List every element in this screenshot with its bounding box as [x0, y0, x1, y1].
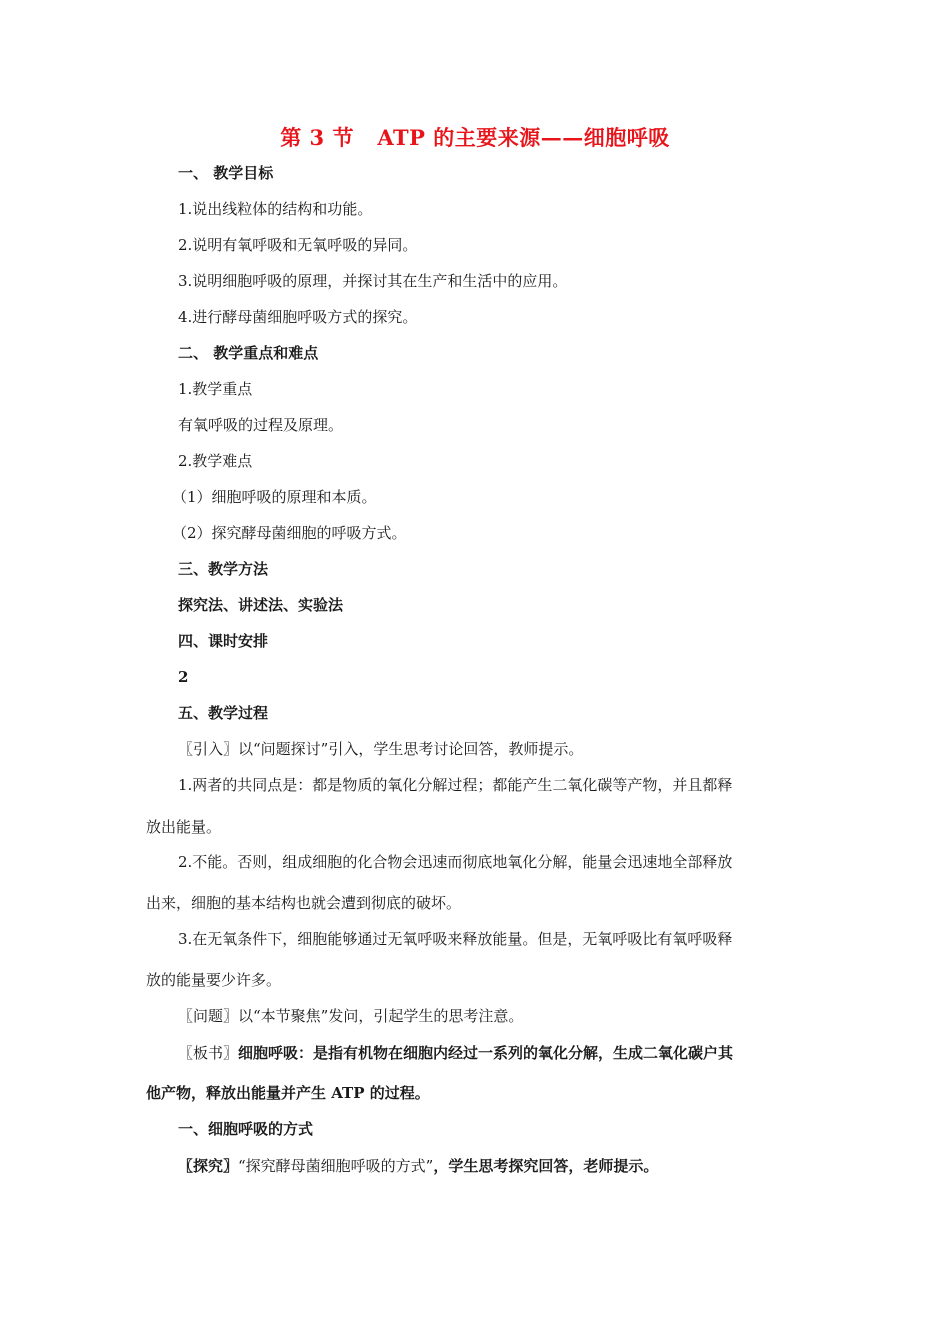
answer-2-line-1: 2.不能。否则，组成细胞的化合物会迅速而彻底地氧化分解，能量会迅速地全部释放 — [178, 853, 733, 871]
intro-paragraph: 〖引入〗以“问题探讨”引入，学生思考讨论回答，教师提示。 — [178, 740, 584, 758]
page-title: 第 3 节 ATP 的主要来源——细胞呼吸 — [280, 125, 670, 150]
answer-2-line-2: 出来，细胞的基本结构也就会遭到彻底的破坏。 — [146, 894, 462, 912]
answer-3-line-2: 放的能量要少许多。 — [146, 971, 282, 989]
explore-paragraph — [178, 1156, 658, 1176]
objective-item: 4.进行酵母菌细胞呼吸方式的探究。 — [178, 308, 418, 326]
difficulty-item: （1）细胞呼吸的原理和本质。 — [172, 488, 377, 506]
section-heading-objectives: 一、 教学目标 — [178, 164, 274, 182]
section-heading-schedule: 四、课时安排 — [178, 632, 269, 650]
section-heading-process: 五、教学过程 — [178, 704, 269, 722]
objective-item: 2.说明有氧呼吸和无氧呼吸的异同。 — [178, 236, 418, 254]
objective-item: 3.说明细胞呼吸的原理，并探讨其在生产和生活中的应用。 — [178, 272, 568, 290]
board-line-1 — [178, 1043, 733, 1063]
explore-label: 〖探究〗 — [178, 1157, 239, 1175]
subsection-heading-respiration-types: 一、细胞呼吸的方式 — [178, 1120, 314, 1138]
board-definition: 细胞呼吸：是指有机物在细胞内经过一系列的氧化分解，生成二氧化碳户其 — [238, 1044, 734, 1062]
explore-rest: ，学生思考探究回答，老师提示。 — [433, 1157, 659, 1175]
difficulty-label: 2.教学难点 — [178, 452, 253, 470]
question-paragraph: 〖问题〗以“本节聚焦”发问，引起学生的思考注意。 — [178, 1007, 524, 1025]
answer-1-line-1: 1.两者的共同点是：都是物质的氧化分解过程；都能产生二氧化碳等产物，并且都释 — [178, 776, 733, 794]
focus-label: 1.教学重点 — [178, 380, 253, 398]
section-heading-methods: 三、教学方法 — [178, 560, 269, 578]
methods-text: 探究法、讲述法、实验法 — [178, 596, 344, 614]
answer-3-line-1: 3.在无氧条件下，细胞能够通过无氧呼吸来释放能量。但是，无氧呼吸比有氧呼吸释 — [178, 930, 733, 948]
board-line-2: 他产物，释放出能量并产生 ATP 的过程。 — [146, 1084, 430, 1102]
schedule-text: 2 — [178, 668, 189, 686]
answer-1-line-2: 放出能量。 — [146, 818, 222, 836]
board-label: 〖板书〗 — [178, 1044, 239, 1062]
focus-text: 有氧呼吸的过程及原理。 — [178, 416, 344, 434]
explore-quote: “探究酵母菌细胞呼吸的方式” — [238, 1157, 434, 1175]
objective-item: 1.说出线粒体的结构和功能。 — [178, 200, 373, 218]
section-heading-focus-difficulty: 二、 教学重点和难点 — [178, 344, 319, 362]
difficulty-item: （2）探究酵母菌细胞的呼吸方式。 — [172, 524, 407, 542]
